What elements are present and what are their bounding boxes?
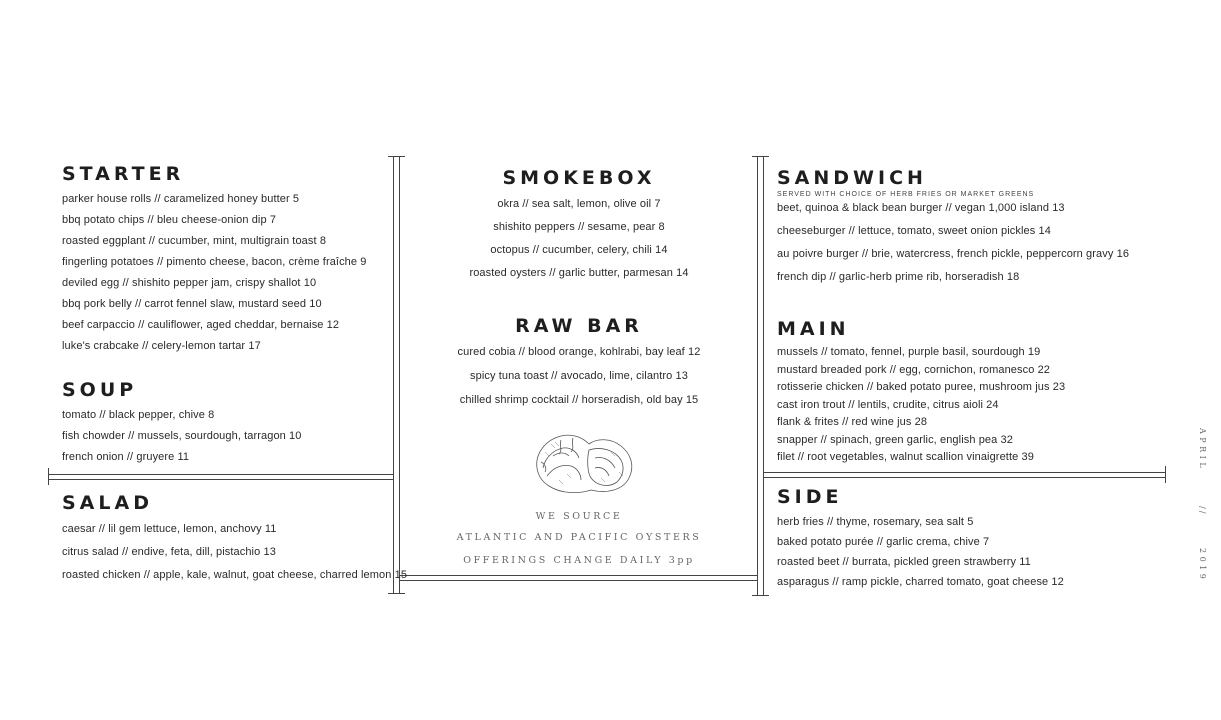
menu-item: filet // root vegetables, walnut scallion vinaigrette 39 <box>777 451 1034 463</box>
menu-item: roasted beet // burrata, pickled green strawberry 11 <box>777 556 1031 568</box>
sandwich-note: SERVED WITH CHOICE OF HERB FRIES OR MARKET GREENS <box>777 191 1035 198</box>
starter-list <box>62 193 367 361</box>
right-divider-line-inner <box>763 157 764 596</box>
menu-item: fish chowder // mussels, sourdough, tarragon 10 <box>62 430 302 442</box>
menu-item: octopus // cucumber, celery, chili 14 <box>490 244 668 256</box>
raw-bar-section <box>420 315 738 418</box>
starter-heading: STARTER <box>62 163 185 185</box>
right-divider-cap-bottom <box>752 595 769 596</box>
menu-item: snapper // spinach, green garlic, english pea 32 <box>777 433 1013 446</box>
oyster-note-line-1: WE SOURCE <box>535 511 623 522</box>
menu-item: french dip // garlic-herb prime rib, horseradish 18 <box>777 271 1020 283</box>
menu-item: mustard breaded pork // egg, cornichon, romanesco 22 <box>777 363 1051 376</box>
menu-item: spicy tuna toast // avocado, lime, cilantro 13 <box>470 370 688 382</box>
starter-section <box>62 163 367 361</box>
menu-item: french onion // gruyere 11 <box>62 451 190 463</box>
soup-list <box>62 409 302 472</box>
menu-item: caesar // lil gem lettuce, lemon, anchovy 11 <box>62 523 277 535</box>
raw-bar-bottom-rule-top <box>400 575 757 576</box>
salad-heading: SALAD <box>62 492 153 514</box>
date-separator: // <box>1198 506 1207 516</box>
menu-item: shishito peppers // sesame, pear 8 <box>493 221 665 233</box>
main-side-rule-top <box>764 472 1166 473</box>
smokebox-section <box>420 167 738 290</box>
soup-salad-rule-top <box>48 474 394 475</box>
menu-item: beef carpaccio // cauliflower, aged cheddar, bernaise 12 <box>62 319 340 331</box>
soup-salad-rule-cap <box>48 468 49 485</box>
menu-item: rotisserie chicken // baked potato puree, mushroom jus 23 <box>777 381 1066 393</box>
menu-item: bbq potato chips // bleu cheese-onion dip 7 <box>62 214 277 226</box>
menu-item: cheeseburger // lettuce, tomato, sweet onion pickles 14 <box>777 225 1051 237</box>
salad-section <box>62 492 407 592</box>
main-side-rule-bottom <box>764 477 1166 478</box>
raw-bar-bottom-rule-bottom <box>400 580 757 581</box>
date-month: APRIL <box>1198 428 1207 472</box>
side-heading: SIDE <box>777 486 843 508</box>
menu-item: deviled egg // shishito pepper jam, crispy shallot 10 <box>62 277 317 289</box>
menu-item: luke's crabcake // celery-lemon tartar 17 <box>62 340 261 352</box>
menu-item: chilled shrimp cocktail // horseradish, old bay 15 <box>459 394 699 406</box>
menu-item: citrus salad // endive, feta, dill, pistachio 13 <box>62 546 276 558</box>
side-section <box>777 486 1064 596</box>
date-stamp <box>1193 428 1213 598</box>
left-divider-cap-bottom <box>388 593 405 594</box>
oyster-note-line-2: ATLANTIC AND PACIFIC OYSTERS <box>456 532 702 543</box>
smokebox-heading: SMOKEBOX <box>502 167 656 189</box>
menu-item: parker house rolls // caramelized honey butter 5 <box>62 193 300 205</box>
raw-bar-list <box>420 346 738 418</box>
menu-item: asparagus // ramp pickle, charred tomato, goat cheese 12 <box>777 576 1064 588</box>
date-year: 2019 <box>1198 548 1207 583</box>
side-list <box>777 516 1064 596</box>
menu-item: tomato // black pepper, chive 8 <box>62 409 215 421</box>
menu-item: cured cobia // blood orange, kohlrabi, bay leaf 12 <box>457 346 701 358</box>
menu-item: flank & frites // red wine jus 28 <box>777 416 928 428</box>
menu-item: bbq pork belly // carrot fennel slaw, mustard seed 10 <box>62 298 322 310</box>
main-section <box>777 318 1065 469</box>
menu-item: okra // sea salt, lemon, olive oil 7 <box>497 198 661 210</box>
soup-salad-rule-bottom <box>48 479 394 480</box>
oyster-icon <box>531 428 641 498</box>
menu-item: mussels // tomato, fennel, purple basil, sourdough 19 <box>777 346 1041 358</box>
menu-item: au poivre burger // brie, watercress, french pickle, peppercorn gravy 16 <box>777 248 1130 260</box>
menu-item: roasted oysters // garlic butter, parmesan 14 <box>469 267 689 279</box>
oyster-note-line-3: OFFERINGS CHANGE DAILY 3pp <box>463 555 695 566</box>
smokebox-list <box>420 198 738 290</box>
main-heading: MAIN <box>777 318 850 340</box>
salad-list <box>62 523 407 592</box>
menu-item: herb fries // thyme, rosemary, sea salt 5 <box>777 516 974 528</box>
menu-item: cast iron trout // lentils, crudite, citrus aioli 24 <box>777 398 999 411</box>
sandwich-heading: SANDWICH <box>777 167 927 189</box>
sandwich-list <box>777 202 1129 294</box>
sandwich-section <box>777 167 1129 294</box>
menu-item: baked potato purée // garlic crema, chive 7 <box>777 536 990 548</box>
left-divider-cap-top <box>388 156 405 157</box>
menu-item: beet, quinoa & black bean burger // vegan 1,000 island 13 <box>777 202 1065 214</box>
raw-bar-heading: RAW BAR <box>515 315 643 337</box>
menu-item: roasted eggplant // cucumber, mint, multigrain toast 8 <box>62 235 327 247</box>
main-list <box>777 346 1065 469</box>
oyster-illustration <box>531 428 641 498</box>
main-side-rule-cap <box>1165 466 1166 483</box>
right-divider-line-outer <box>757 157 758 596</box>
right-divider-cap-top <box>752 156 769 157</box>
soup-heading: SOUP <box>62 379 138 401</box>
soup-section <box>62 379 302 472</box>
menu-item: roasted chicken // apple, kale, walnut, goat cheese, charred lemon 15 <box>62 569 408 581</box>
menu-item: fingerling potatoes // pimento cheese, bacon, crème fraîche 9 <box>62 256 367 268</box>
